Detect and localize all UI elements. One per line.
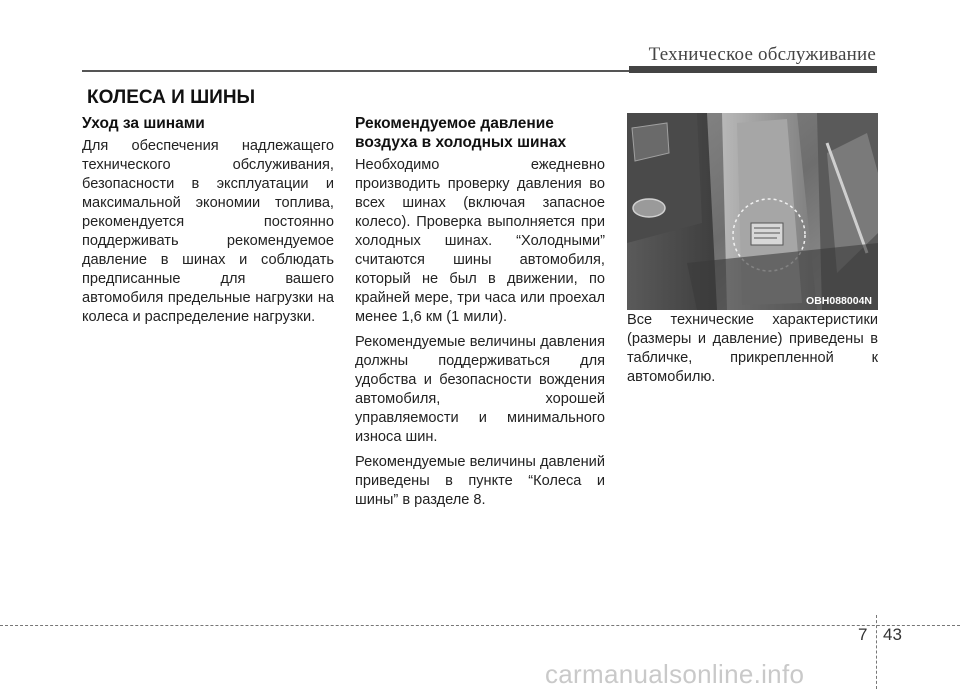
footer-rule [0, 625, 960, 626]
door-pillar-illustration [627, 113, 878, 310]
tire-placard-photo [627, 113, 878, 310]
section-title: КОЛЕСА И ШИНЫ [87, 87, 256, 108]
column-tire-pressure [355, 114, 605, 516]
watermark: carmanualsonline.info [545, 659, 805, 689]
paragraph: Для обеспечения надлежащего технического обслуживания, безопасности в эксплуатации и максимальной экономии топлива, рекомендуется постоянно поддерживать рекомендуемое давление в шинах и соблюдать предписанные для вашего автомобиля предельные нагрузки на колеса и распределение нагрузки. [82, 138, 334, 325]
paragraph: Необходимо ежедневно производить проверку давления во всех шинах (включая запасное колесо). Проверка выполняется при холодных шинах. “Холодными” считаются шины автомобиля, который не был в движении, по крайней мере, три часа или проехал менее 1,6 км (1 мили). [355, 157, 605, 325]
image-code: OBH088004N [806, 295, 872, 307]
header-rule-bold [629, 66, 877, 73]
footer-divider [876, 615, 877, 689]
column-placard [627, 311, 878, 393]
paragraph: Рекомендуемые величины давлений приведены в пункте “Колеса и шины” в разделе 8. [355, 454, 605, 508]
paragraph: Все технические характеристики (размеры и давление) приведены в табличке, прикрепленной к автомобилю. [627, 312, 878, 385]
paragraph: Рекомендуемые величины давления должны поддерживаться для удобства и безопасности вождения автомобиля, хорошей управляемости и минимального износа шин. [355, 334, 605, 445]
chapter-number: 7 [858, 625, 868, 644]
column-tire-care [82, 114, 334, 333]
page-number: 43 [883, 625, 902, 644]
running-header: Техническое обслуживание [648, 44, 876, 65]
subsection-heading-tire-care: Уход за шинами [82, 115, 205, 132]
subsection-heading-cold-pressure: Рекомендуемое давление воздуха в холодных шинах [355, 115, 567, 151]
header-rule [82, 70, 629, 72]
